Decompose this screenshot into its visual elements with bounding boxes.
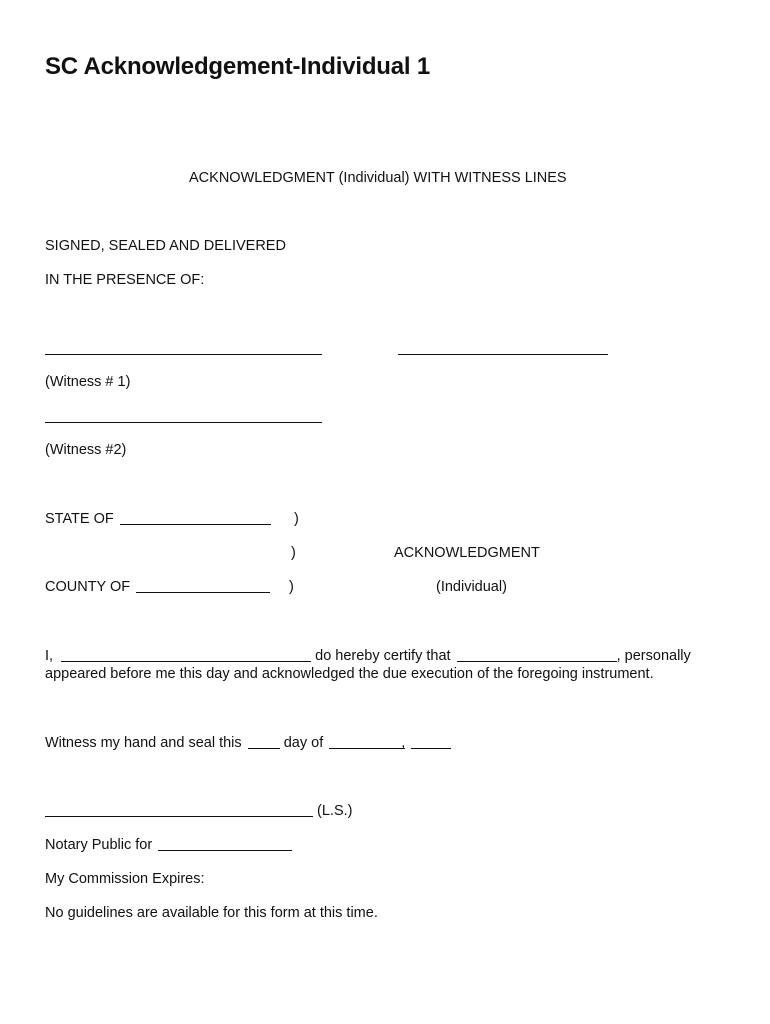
form-heading: ACKNOWLEDGMENT (Individual) WITH WITNESS LINES: [189, 170, 567, 186]
certify-line1: [45, 647, 691, 665]
day-of-text: day of: [283, 735, 324, 751]
comma-text: ,: [401, 735, 406, 751]
signed-sealed-text: SIGNED, SEALED AND DELIVERED: [45, 238, 286, 254]
county-label: COUNTY OF: [45, 579, 131, 595]
state-label: STATE OF: [45, 511, 114, 527]
witness1-signature-line: [45, 354, 322, 355]
state-blank: [120, 510, 271, 525]
county-row: [45, 578, 270, 596]
state-row: [45, 510, 271, 528]
page-title: SC Acknowledgement-Individual 1: [45, 53, 430, 80]
footer-note: No guidelines are available for this form at this time.: [45, 905, 378, 921]
state-paren: ): [294, 511, 299, 527]
notary-public-row: [45, 836, 292, 854]
signer-signature-line: [398, 354, 608, 355]
presence-text: IN THE PRESENCE OF:: [45, 272, 205, 288]
witness-hand-text: Witness my hand and seal this: [45, 735, 242, 751]
year-blank: [411, 734, 451, 749]
signer-name-blank: [457, 647, 617, 662]
county-blank: [136, 578, 270, 593]
middle-paren: ): [291, 545, 296, 561]
ack-subtitle: (Individual): [436, 579, 507, 595]
certify-prefix: I,: [45, 648, 54, 664]
county-paren: ): [289, 579, 294, 595]
ack-title: ACKNOWLEDGMENT: [394, 545, 540, 561]
notary-signature-line: [45, 802, 313, 817]
notary-name-blank: [61, 647, 311, 662]
witness1-label: (Witness # 1): [45, 374, 131, 390]
notary-state-blank: [158, 836, 292, 851]
witness-hand-row: [45, 734, 451, 752]
ls-label: (L.S.): [317, 803, 353, 819]
witness2-label: (Witness #2): [45, 442, 127, 458]
commission-expires: My Commission Expires:: [45, 871, 205, 887]
witness2-signature-line: [45, 422, 322, 423]
notary-signature-row: [45, 802, 352, 820]
month-blank: [329, 734, 405, 749]
day-blank: [248, 734, 280, 749]
certify-line2: appeared before me this day and acknowledged the due execution of the foregoing instrument.: [45, 666, 654, 682]
certify-suffix: , personally: [616, 648, 691, 664]
certify-middle: do hereby certify that: [315, 648, 451, 664]
notary-public-label: Notary Public for: [45, 837, 153, 853]
